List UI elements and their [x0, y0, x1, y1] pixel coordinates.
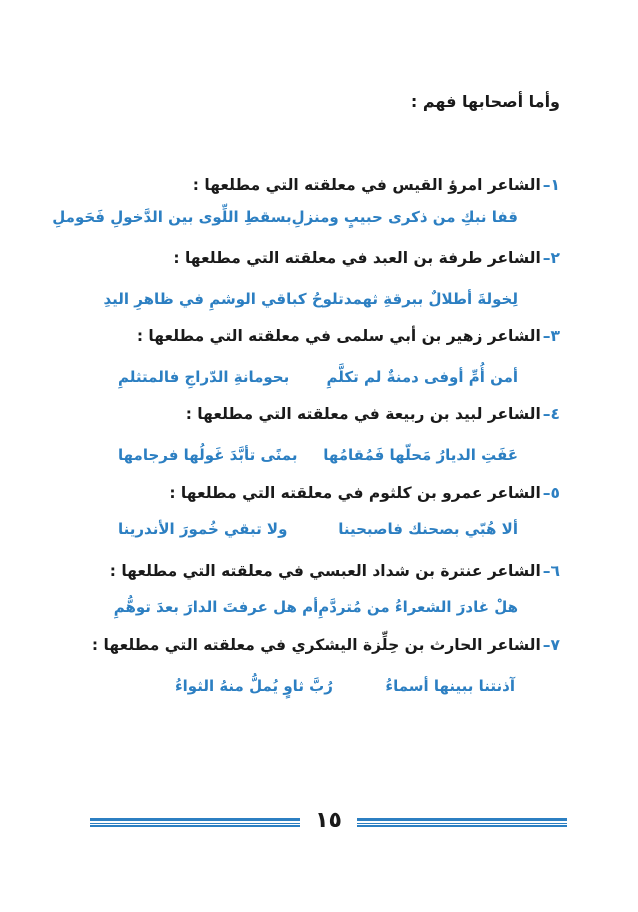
poem-7-hemistich-2: رُبَّ ثاوٍ يُملُّ منهُ الثواءُ [175, 677, 333, 695]
poem-3-hemistich-2: بحومانةِ الدّراجِ فالمتثلمِ [118, 368, 290, 386]
poem-5-heading-text: الشاعر عمرو بن كلثوم في معلقته التي مطلعها : [169, 484, 541, 502]
poem-4-verse [118, 446, 518, 464]
poem-3-verse [118, 368, 518, 386]
poem-6-verse [113, 598, 518, 616]
poem-4-hemistich-2: بمنًى تأبَّدَ غَولُها فرجامها [118, 446, 298, 464]
poem-2-hemistich-1: لِخولةَ أطلالٌ ببرقةِ ثهمد [343, 290, 518, 308]
poem-1-hemistich-2: بسقطِ اللِّوى بين الدَّخولِ فَحَوملِ [52, 208, 292, 226]
poem-4-hemistich-1: عَفَتِ الديارُ مَحلّها فَمُقامُها [323, 446, 518, 464]
poem-5-hemistich-2: ولا تبقي خُمورَ الأندرينا [118, 520, 288, 538]
poem-4-heading: ٤–الشاعر لبيد بن ربيعة في معلقته التي مطلعها : [185, 405, 560, 423]
poem-6-number: ٦ [550, 562, 560, 580]
poem-5-heading: ٥–الشاعر عمرو بن كلثوم في معلقته التي مطلعها : [169, 484, 560, 502]
poem-7-heading: ٧–الشاعر الحارث بن حِلِّزة اليشكري في معلقته التي مطلعها : [91, 636, 560, 654]
poem-7-number: ٧ [550, 636, 560, 654]
poem-5-hemistich-1: ألا هُبّي بصحنك فاصبحينا [338, 520, 518, 538]
poem-7-hemistich-1: آذنتنا ببينها أسماءُ [385, 677, 515, 695]
poem-7-verse [175, 677, 515, 695]
intro-text: وأما أصحابها فهم : [410, 92, 560, 111]
poem-2-hemistich-2: تلوحُ كباقي الوشمِ في ظاهرِ اليدِ [103, 290, 344, 308]
poem-3-heading: ٣–الشاعر زهير بن أبي سلمى في معلقته التي مطلعها : [136, 327, 560, 345]
poem-2-heading: ٢–الشاعر طرفة بن العبد في معلقته التي مطلعها : [173, 249, 560, 267]
poem-7-heading-text: الشاعر الحارث بن حِلِّزة اليشكري في معلقته التي مطلعها : [91, 636, 541, 654]
poem-6-heading: ٦–الشاعر عنترة بن شداد العبسي في معلقته التي مطلعها : [109, 562, 560, 580]
poem-2-heading-text: الشاعر طرفة بن العبد في معلقته التي مطلعها : [173, 249, 541, 267]
poem-5-number: ٥ [550, 484, 560, 502]
poem-1-verse [52, 208, 518, 226]
poem-1-heading-text: الشاعر امرؤ القيس في معلقته التي مطلعها : [192, 176, 541, 194]
poem-6-hemistich-2: أم هل عرفتَ الدارَ بعدَ توهُّمِ [113, 598, 319, 616]
poem-1-heading: ١–الشاعر امرؤ القيس في معلقته التي مطلعها : [192, 176, 560, 194]
poem-4-heading-text: الشاعر لبيد بن ربيعة في معلقته التي مطلعها : [185, 405, 541, 423]
poem-2-verse [103, 290, 518, 308]
footer-rule-left [90, 818, 300, 827]
poem-3-number: ٣ [550, 327, 560, 345]
poem-5-verse [118, 520, 518, 538]
page-number: ١٥ [315, 808, 342, 833]
poem-1-hemistich-1: قفا نبكِ من ذكرى حبيبٍ ومنزلِ [291, 208, 518, 226]
poem-2-number: ٢ [550, 249, 560, 267]
poem-1-number: ١ [550, 176, 560, 194]
poem-4-number: ٤ [550, 405, 560, 423]
poem-6-heading-text: الشاعر عنترة بن شداد العبسي في معلقته التي مطلعها : [109, 562, 541, 580]
footer-rule-right [357, 818, 567, 827]
poem-3-heading-text: الشاعر زهير بن أبي سلمى في معلقته التي مطلعها : [136, 327, 541, 345]
poem-3-hemistich-1: أمن أُمِّ أوفى دمنةٌ لم تكلَّمِ [326, 368, 518, 386]
poem-6-hemistich-1: هلْ غادرَ الشعراءُ من مُتردَّمِ [318, 598, 518, 616]
